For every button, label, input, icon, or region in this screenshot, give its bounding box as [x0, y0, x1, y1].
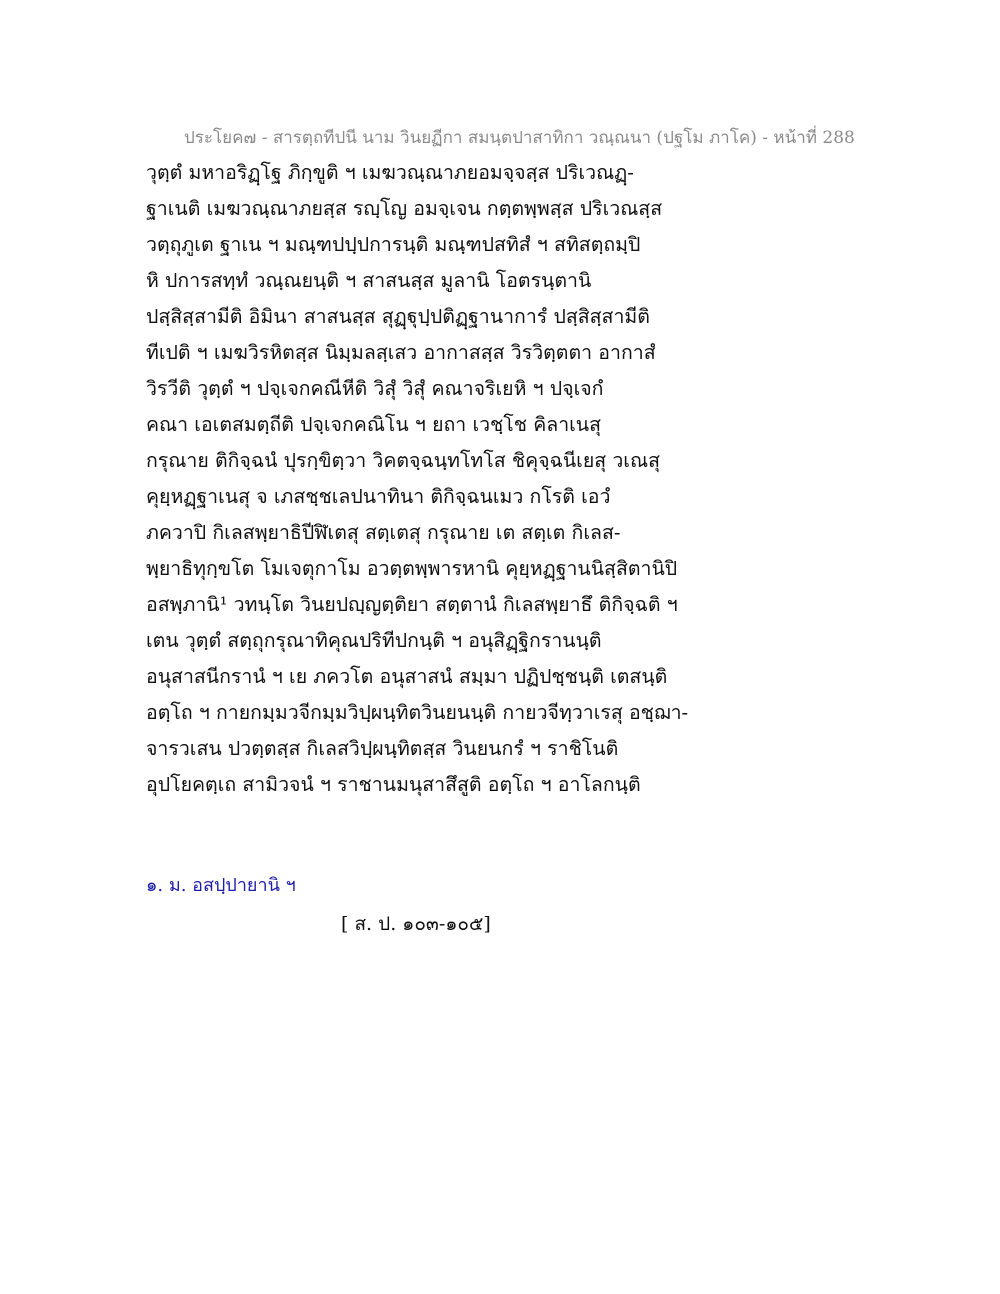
body-line: พฺยาธิทุกฺขโต โมเจตุกาโม อวตฺตพฺพารหานิ คุยฺหฏฺฐานนิสฺสิตานิปิ [146, 557, 678, 580]
body-line: วุตฺตํ มหาอริฏฺโฐ ภิกฺขูติ ฯ เมฆวณฺณาภยอมจฺจสฺส ปริเวณฏฺ- [146, 161, 634, 184]
body-line: อุปโยคตฺเถ สามิวจนํ ฯ ราชานมนุสาสึสูติ อตฺโถ ฯ อาโลกนฺติ [146, 773, 641, 796]
body-text [146, 155, 866, 803]
body-line: เตน วุตฺตํ สตฺถุกรุณาทิคุณปริทีปกนฺติ ฯ อนุสิฏฺฐิกรานนฺติ [146, 629, 602, 652]
running-header: ประโยค๗ - สารตฺถทีปนี นาม วินยฏีกา สมนฺตปาสาทิกา วณฺณนา (ปฐโม ภาโค) - หน้าที่ 288 [184, 128, 855, 148]
body-line: อตฺโถ ฯ กายกมฺมวจีกมฺมวิปฺผนฺทิตวินยนนฺติ กายวจีทฺวาเรสุ อชฺฌา- [146, 701, 689, 724]
body-line: วิรวีติ วุตฺตํ ฯ ปจฺเจกคณีหีติ วิสุํ วิสุํ คณาจริเยหิ ฯ ปจฺเจกํ [146, 377, 604, 400]
body-line: ทีเปติ ฯ เมฆวิรหิตสฺส นิมฺมลสฺเสว อากาสสฺส วิรวิตฺตตา อากาสํ [146, 341, 656, 364]
footnote: ๑. ม. อสปฺปายานิ ฯ [146, 875, 296, 896]
body-line: ฐาเนติ เมฆวณฺณาภยสฺส รญฺโญ อมจฺเจน กตฺตพฺพสฺส ปริเวณสฺส [146, 197, 663, 220]
body-line: คณา เอเตสมตฺถีติ ปจฺเจกคณิโน ฯ ยถา เวชฺโช คิลาเนสุ [146, 413, 602, 436]
body-line: ปสฺสิสฺสามีติ อิมินา สาสนสฺส สุฏฺฐุปฺปติฏฺฐานาการํ ปสฺสิสฺสามีติ [146, 305, 650, 328]
body-line: จารวเสน ปวตฺตสฺส กิเลสวิปฺผนฺทิตสฺส วินยนกรํ ฯ ราชิโนติ [146, 737, 619, 760]
page-reference: [ ส. ป. ๑๐๓-๑๐๕] [341, 913, 491, 935]
body-line: คุยฺหฏฺฐาเนสุ จ เภสชฺชเลปนาทินา ติกิจฺฉนเมว กโรติ เอวํ [146, 485, 611, 508]
body-line: หิ ปการสทฺทํ วณฺณยนฺติ ฯ สาสนสฺส มูลานิ โอตรนฺตานิ [146, 269, 592, 292]
body-line: อนุสาสนีกรานํ ฯ เย ภควโต อนุสาสนํ สมฺมา ปฏิปชฺชนฺติ เตสนฺติ [146, 665, 668, 688]
body-line: อสพฺภานิ¹ วทนฺโต วินยปญฺญตฺติยา สตฺตานํ กิเลสพฺยาธึ ติกิจฺฉติ ฯ [146, 593, 678, 616]
body-line: กรุณาย ติกิจฺฉนํ ปุรกฺขิตฺวา วิคตจฺฉนฺทโทโส ชิคุจฺฉนีเยสุ วเณสุ [146, 449, 660, 472]
body-line: ภควาปิ กิเลสพฺยาธิปีฬิเตสุ สตฺเตสุ กรุณาย เต สตฺเต กิเลส- [146, 521, 621, 544]
body-line: วตฺถุภูเต ฐาเน ฯ มณฺฑปปฺปการนฺติ มณฺฑปสทิสํ ฯ สทิสตฺถมฺปิ [146, 233, 641, 256]
